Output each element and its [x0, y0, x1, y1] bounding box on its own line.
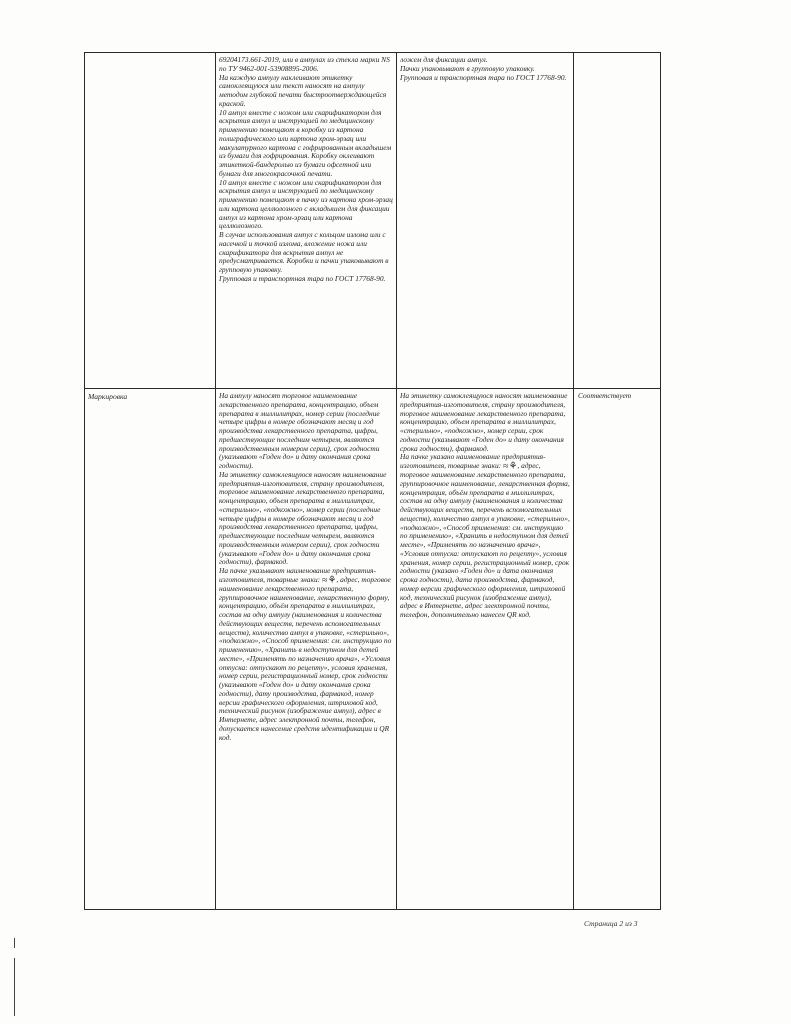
paragraph: Групповая и транспортная тара по ГОСТ 17768-90.	[400, 72, 567, 82]
paragraph: 10 ампул вместе с ножом или скарификатором для вскрытия ампул и инструкцией по медицинскому применению помещают в пачку из картона хром-эрзац или картона целлюлозного с вкладышем для фиксации ампул из картона хром-эрзац или картона целлюлозного.	[219, 177, 393, 231]
paragraph: ложем для фиксации ампул.	[400, 56, 488, 64]
paragraph: Пачки упаковывают в групповую упаковку.	[400, 63, 535, 73]
paragraph: На этикетку самоклеящуюся наносят наименование предприятия-изготовителя, страну производителя, торговое наименование лекарственного препарата, концентрацию, объем препарата в миллилитрах, «стерильно», «подкожно», номер серии (последние четыре цифры в номере обозначают месяц и год производства лекарственного препарата, цифры, предшествующие последним четырем, являются производственным номером серии), срок годности (указывают «Годен до» и дату окончания срока годности), фармакод.	[219, 469, 387, 567]
paragraph: На ампулу наносят торговое наименование лекарственного препарата, концентрацию, объем препарата в миллилитрах, номер серии (последние четыре цифры в номере обозначают месяц и год производства лекарственного препарата, цифры, предшествующие последним четырем, являются производственным номером серии), срок годности (указывают «Годен до» и дату окончания срока годности).	[219, 392, 380, 470]
table-top-border	[84, 52, 661, 53]
marking-spec-text	[219, 392, 393, 907]
row-label-marking: Маркировка	[88, 392, 128, 401]
column-divider-3	[573, 52, 574, 910]
paragraph: 10 ампул вместе с ножом или скарификатором для вскрытия ампул и инструкцией по медицинскому применению помещают в коробку из картона полиграфического или картона хром-эрзац или макулатурного картона с гофрированным вкладышем из бумаги для гофрирования. Коробку оклеивают этикеткой-бандеролью из бумаги офсетной или бумаги для многокрасочной печати.	[219, 107, 392, 178]
table-bottom-border	[84, 909, 661, 910]
table-right-border	[660, 52, 661, 910]
packaging-actual-text	[400, 56, 570, 116]
column-divider-2	[396, 52, 397, 910]
packaging-spec-text	[219, 56, 393, 386]
scan-mark	[14, 938, 15, 948]
paragraph: Групповая и транспортная тара по ГОСТ 17768-90.	[219, 273, 386, 283]
trademark-icon: ≈⚘	[321, 574, 337, 586]
marking-actual-text	[400, 392, 570, 752]
trademark-icon: ≈⚘	[502, 461, 518, 472]
table-left-border	[84, 52, 85, 910]
scan-mark	[14, 958, 15, 1016]
paragraph: На каждую ампулу наклеивают этикетку самоклеящуюся или текст наносят на ампулу методом глубокой печати быстроотверждающейся краской.	[219, 72, 387, 108]
paragraph: 69204173.661-2019, или в ампулах из стекла марки NS по ТУ 9462-001-53908895-2006.	[219, 56, 390, 73]
paragraph: На пачке указывают наименование предприятия-изготовителя, товарные знаки: ≈⚘, адрес, торговое наименование лекарственного препарата, группировочное наименование, лекарственную форму, концентрацию, объём препарата в миллилитрах, состав на одну ампулу (наименования и количества действующих веществ, перечень вспомогательных веществ), количество ампул в упаковке, «стерильно», «подкожно», «Способ применения: см. инструкцию по применению», «Хранить в недоступном для детей месте», «Применять по назначению врача», «Условия отпуска: отпускают по рецепту», условия хранения, номер серии, регистрационный номер, срок годности (указывают «Годен до» и дату окончания срока годности), дату производства, фармакод, номер версии графического оформления, штриховой код, технический рисунок (изображение ампул), адрес в Интернете, адрес электронной почты, телефон, допускается нанесение средств идентификации и QR код.	[219, 566, 392, 742]
row-divider	[84, 388, 661, 389]
paragraph: На этикетку самоклеящуюся наносят наименование предприятия-изготовителя, страну производителя, торговое наименование лекарственного препарата, концентрацию, объем препарата в миллилитрах, «стерильно», «подкожно», номер серии, срок годности (указывают «Годен до» и дату окончания срока годности), фармакод.	[400, 392, 568, 453]
paragraph: На пачке указано наименование предприятия-изготовителя, товарные знаки: ≈⚘, адрес, торговое наименование лекарственного препарата, группировочное наименование, лекарственная форма, концентрация, объём препарата в миллилитрах, состав на одну ампулу (наименования и количества действующих веществ, перечень вспомогательных веществ), количество ампул в упаковке, «стерильно», «подкожно», «Способ применения: см. инструкцию по применению», «Хранить в недоступном для детей месте», «Применять по назначению врача», «Условия отпуска: отпускают по рецепту», условия хранения, номер серии, регистрационный номер, срок годности (указано «Годен до» и дата окончания срока годности), дата производства, фармакод, номер версии графического оформления, штриховой код, технический рисунок (изображение ампул), адрес в Интернете, адрес электронной почты, телефон, дополнительно нанесен QR код.	[400, 452, 570, 619]
paragraph: В случае использования ампул с кольцом излома или с насечкой и точкой излома, вложение ножа или скарификатора для вскрытия ампул не предусматривается. Коробки и пачки упаковывают в групповую упаковку.	[219, 230, 389, 274]
conclusion-text: Соответствует	[578, 392, 632, 400]
page-number: Страница 2 из 3	[584, 919, 638, 928]
column-divider-1	[215, 52, 216, 910]
